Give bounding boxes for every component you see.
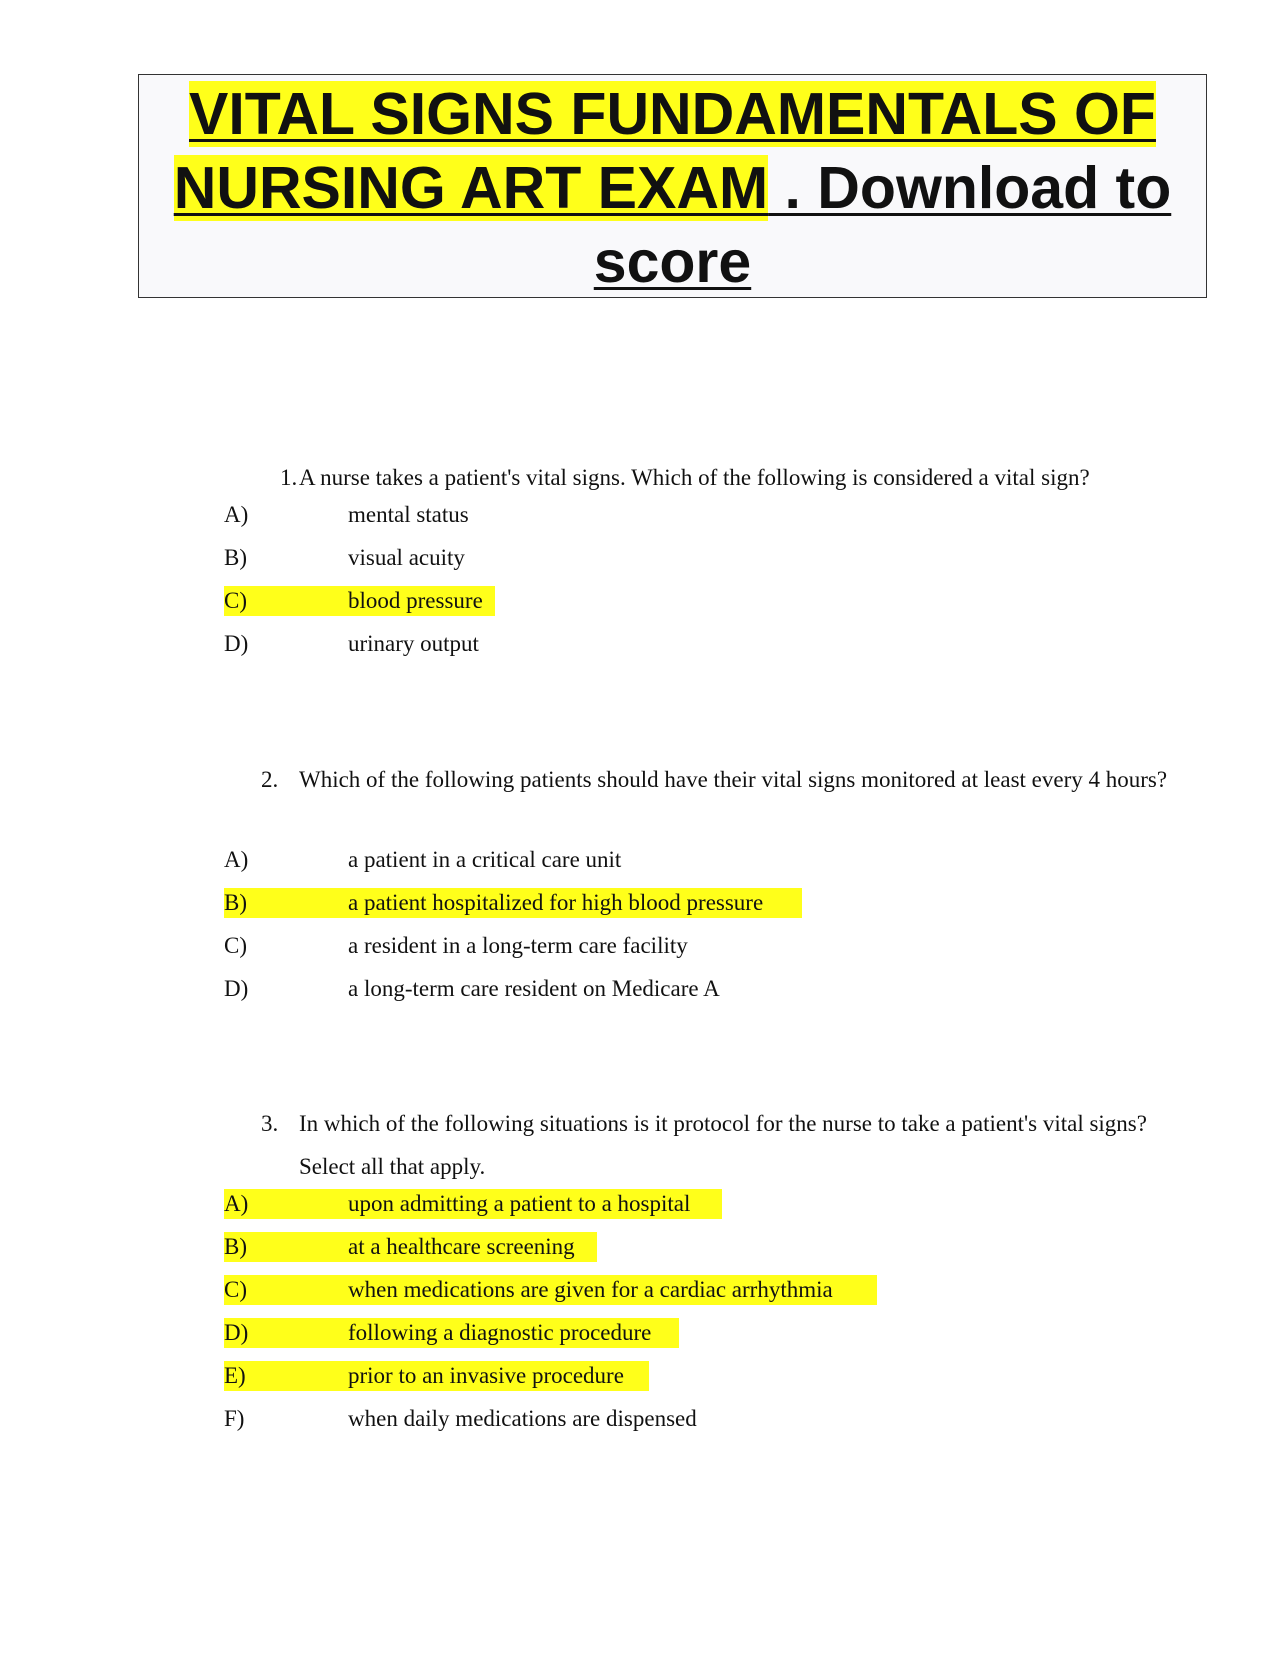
option-text: mental status xyxy=(348,502,469,527)
option-letter: C) xyxy=(224,588,247,613)
option-text: at a healthcare screening xyxy=(348,1234,575,1259)
option-letter: B) xyxy=(224,1234,247,1259)
option-letter: C) xyxy=(224,933,247,958)
option-letter: F) xyxy=(224,1406,245,1431)
title-line-3-text: score xyxy=(593,229,752,295)
question-3-option-d xyxy=(224,1318,679,1348)
option-text: blood pressure xyxy=(348,588,483,613)
option-text: a long-term care resident on Medicare A xyxy=(348,976,720,1001)
question-1-option-c xyxy=(224,586,495,616)
question-2 xyxy=(261,758,1199,801)
question-3-option-b xyxy=(224,1232,597,1262)
option-text: prior to an invasive procedure xyxy=(348,1363,624,1388)
question-number: 1. xyxy=(280,465,298,490)
question-number: 2. xyxy=(261,767,279,792)
title-line-2-tail-text: . Download to xyxy=(768,155,1172,221)
option-text: when medications are given for a cardiac arrhythmia xyxy=(348,1277,833,1302)
title-line-2-highlighted-text: NURSING ART EXAM xyxy=(173,155,769,221)
question-number: 3. xyxy=(261,1111,279,1136)
title-line-1-text: VITAL SIGNS FUNDAMENTALS OF xyxy=(189,81,1156,147)
option-text: upon admitting a patient to a hospital xyxy=(348,1191,691,1216)
question-3-option-c xyxy=(224,1275,877,1305)
option-letter: B) xyxy=(224,890,247,915)
option-letter: D) xyxy=(224,1320,249,1345)
option-text: a patient in a critical care unit xyxy=(348,847,622,872)
question-2-option-b xyxy=(224,888,802,918)
option-letter: A) xyxy=(224,502,249,527)
option-text: urinary output xyxy=(348,631,479,656)
question-3-option-a xyxy=(224,1189,722,1219)
question-3-option-e xyxy=(224,1361,649,1391)
question-text: Which of the following patients should have their vital signs monitored at least every 4 hours? xyxy=(299,767,1168,792)
option-text: visual acuity xyxy=(348,545,465,570)
option-letter: B) xyxy=(224,545,247,570)
question-3 xyxy=(261,1102,1199,1188)
option-text: when daily medications are dispensed xyxy=(348,1406,697,1431)
question-text: A nurse takes a patient's vital signs. Which of the following is considered a vital sign? xyxy=(299,465,1090,490)
option-text: a resident in a long-term care facility xyxy=(348,933,688,958)
title-line-1 xyxy=(139,77,1206,151)
question-text: In which of the following situations is it protocol for the nurse to take a patient's vital signs? Select all that apply. xyxy=(299,1111,1147,1179)
option-letter: A) xyxy=(224,1191,249,1216)
title-line-2 xyxy=(139,151,1206,225)
option-letter: A) xyxy=(224,847,249,872)
question-1 xyxy=(280,456,1180,499)
title-line-3 xyxy=(139,225,1206,299)
option-letter: D) xyxy=(224,976,249,1001)
option-letter: D) xyxy=(224,631,249,656)
option-text: following a diagnostic procedure xyxy=(348,1320,652,1345)
document-title-box xyxy=(138,74,1207,298)
option-text: a patient hospitalized for high blood pressure xyxy=(348,890,764,915)
option-letter: C) xyxy=(224,1277,247,1302)
option-letter: E) xyxy=(224,1363,246,1388)
